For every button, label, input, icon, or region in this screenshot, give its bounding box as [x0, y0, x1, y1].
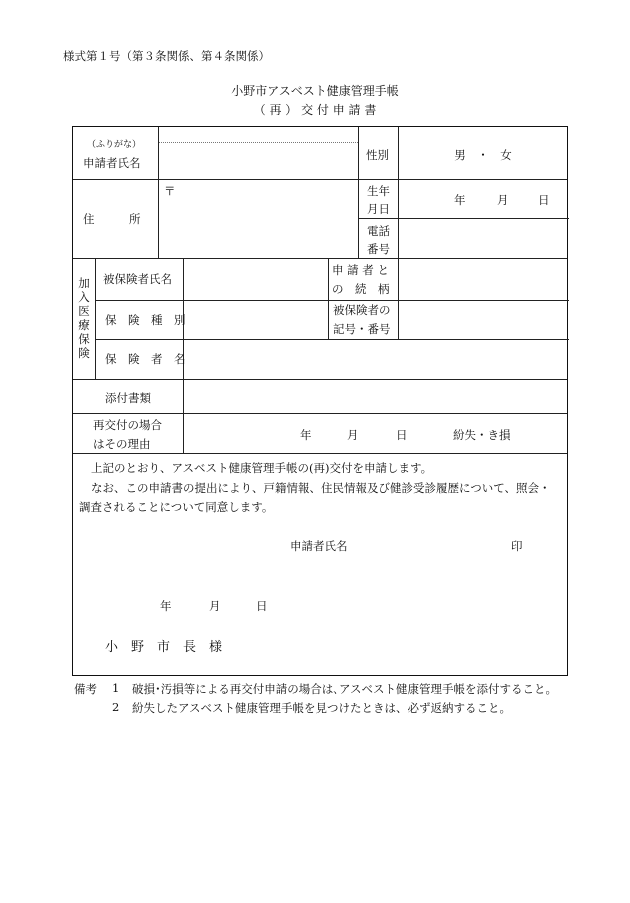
- address-label: 住 所: [83, 212, 141, 226]
- furigana-label: （ふりがな）: [87, 140, 142, 150]
- col-divider: [328, 258, 329, 339]
- note-text: 紛失したアスベスト健康管理手帳を見つけたときは、必ず返納すること。: [132, 701, 512, 715]
- application-form: [72, 126, 568, 676]
- reissue-year-label: 年: [300, 428, 312, 442]
- relationship-label-1: 申 請 者 と: [332, 263, 389, 277]
- reissue-reason-label-2: はその理由: [93, 437, 151, 451]
- sign-month-label: 月: [209, 599, 221, 613]
- col-divider: [95, 258, 96, 379]
- phone-label-1: 電話: [367, 224, 390, 238]
- birth-year-label: 年: [454, 193, 466, 207]
- col-divider: [158, 127, 159, 258]
- row-divider: [73, 379, 567, 380]
- attachments-field[interactable]: [187, 382, 563, 410]
- insurer-field[interactable]: [187, 342, 563, 376]
- row-divider: [73, 258, 567, 259]
- insured-number-label-2: 記号・番号: [333, 322, 391, 336]
- insurance-group-label: 加 入 医 療 保 険: [78, 276, 90, 360]
- insured-name-label: 被保険者氏名: [103, 272, 172, 286]
- insurance-type-label: 保 険 種 別: [105, 313, 186, 327]
- sign-day-label: 日: [256, 599, 268, 613]
- notes-label: 備考: [74, 682, 97, 696]
- row-divider: [73, 413, 567, 414]
- phone-label-2: 番号: [367, 242, 390, 256]
- addressee: 小 野 市 長 様: [105, 640, 223, 655]
- sex-label: 性別: [366, 148, 389, 162]
- sign-year-label: 年: [160, 599, 172, 613]
- row-divider: [73, 179, 567, 180]
- applicant-name-label: 申請者氏名: [83, 156, 141, 170]
- relationship-field[interactable]: [403, 261, 563, 297]
- phone-field[interactable]: [403, 221, 563, 255]
- col-divider: [398, 127, 399, 258]
- applicant-name-field[interactable]: [161, 145, 356, 177]
- row-divider: [73, 453, 567, 454]
- col-divider: [398, 258, 399, 339]
- insurer-label: 保 険 者 名: [105, 352, 186, 366]
- row-divider: [95, 339, 569, 340]
- form-number: 様式第１号（第３条関係、第４条関係）: [63, 49, 270, 63]
- form-subtitle: （ 再 ） 交 付 申 請 書: [253, 103, 377, 117]
- insured-name-field[interactable]: [187, 261, 325, 297]
- address-field[interactable]: [161, 197, 356, 255]
- birthdate-field[interactable]: [403, 182, 563, 216]
- reissue-month-label: 月: [347, 428, 359, 442]
- relationship-label-2: の 続 柄: [332, 282, 390, 296]
- reissue-reason-label-1: 再交付の場合: [93, 418, 162, 432]
- signature-label: 申請者氏名: [290, 539, 348, 553]
- birth-month-label: 月: [497, 193, 509, 207]
- attachments-label: 添付書類: [105, 391, 151, 405]
- statement-line-1: 上記のとおり、アスベスト健康管理手帳の(再)交付を申請します。: [91, 461, 433, 475]
- statement-line-2: なお、この申請書の提出により、戸籍情報、住民情報及び健診受診履歴について、照会・: [91, 481, 551, 495]
- sex-options[interactable]: 男 ・ 女: [454, 148, 512, 162]
- seal-mark: 印: [511, 539, 523, 553]
- row-divider: [358, 218, 569, 219]
- signature-field[interactable]: [363, 531, 503, 557]
- furigana-divider: [158, 142, 358, 143]
- reissue-day-label: 日: [396, 428, 408, 442]
- row-divider: [95, 300, 569, 301]
- statement-line-3: 調査されることについて同意します。: [79, 500, 274, 514]
- col-divider: [358, 127, 359, 258]
- note-text: 破損･汚損等による再交付申請の場合は､アスベスト健康管理手帳を添付すること。: [132, 682, 558, 696]
- furigana-field[interactable]: [161, 128, 356, 141]
- insured-number-label-1: 被保険者の: [333, 303, 391, 317]
- birthdate-label-2: 月日: [367, 202, 390, 216]
- note-number: 1: [112, 681, 120, 695]
- postal-mark: 〒: [164, 184, 176, 198]
- note-number: 2: [112, 700, 120, 714]
- insurance-type-field[interactable]: [187, 303, 325, 337]
- reissue-reason-options[interactable]: 紛失・き損: [453, 428, 511, 442]
- insured-number-field[interactable]: [403, 303, 563, 337]
- form-title: 小野市アスベスト健康管理手帳: [231, 84, 399, 98]
- birthdate-label-1: 生年: [367, 184, 390, 198]
- birth-day-label: 日: [538, 193, 550, 207]
